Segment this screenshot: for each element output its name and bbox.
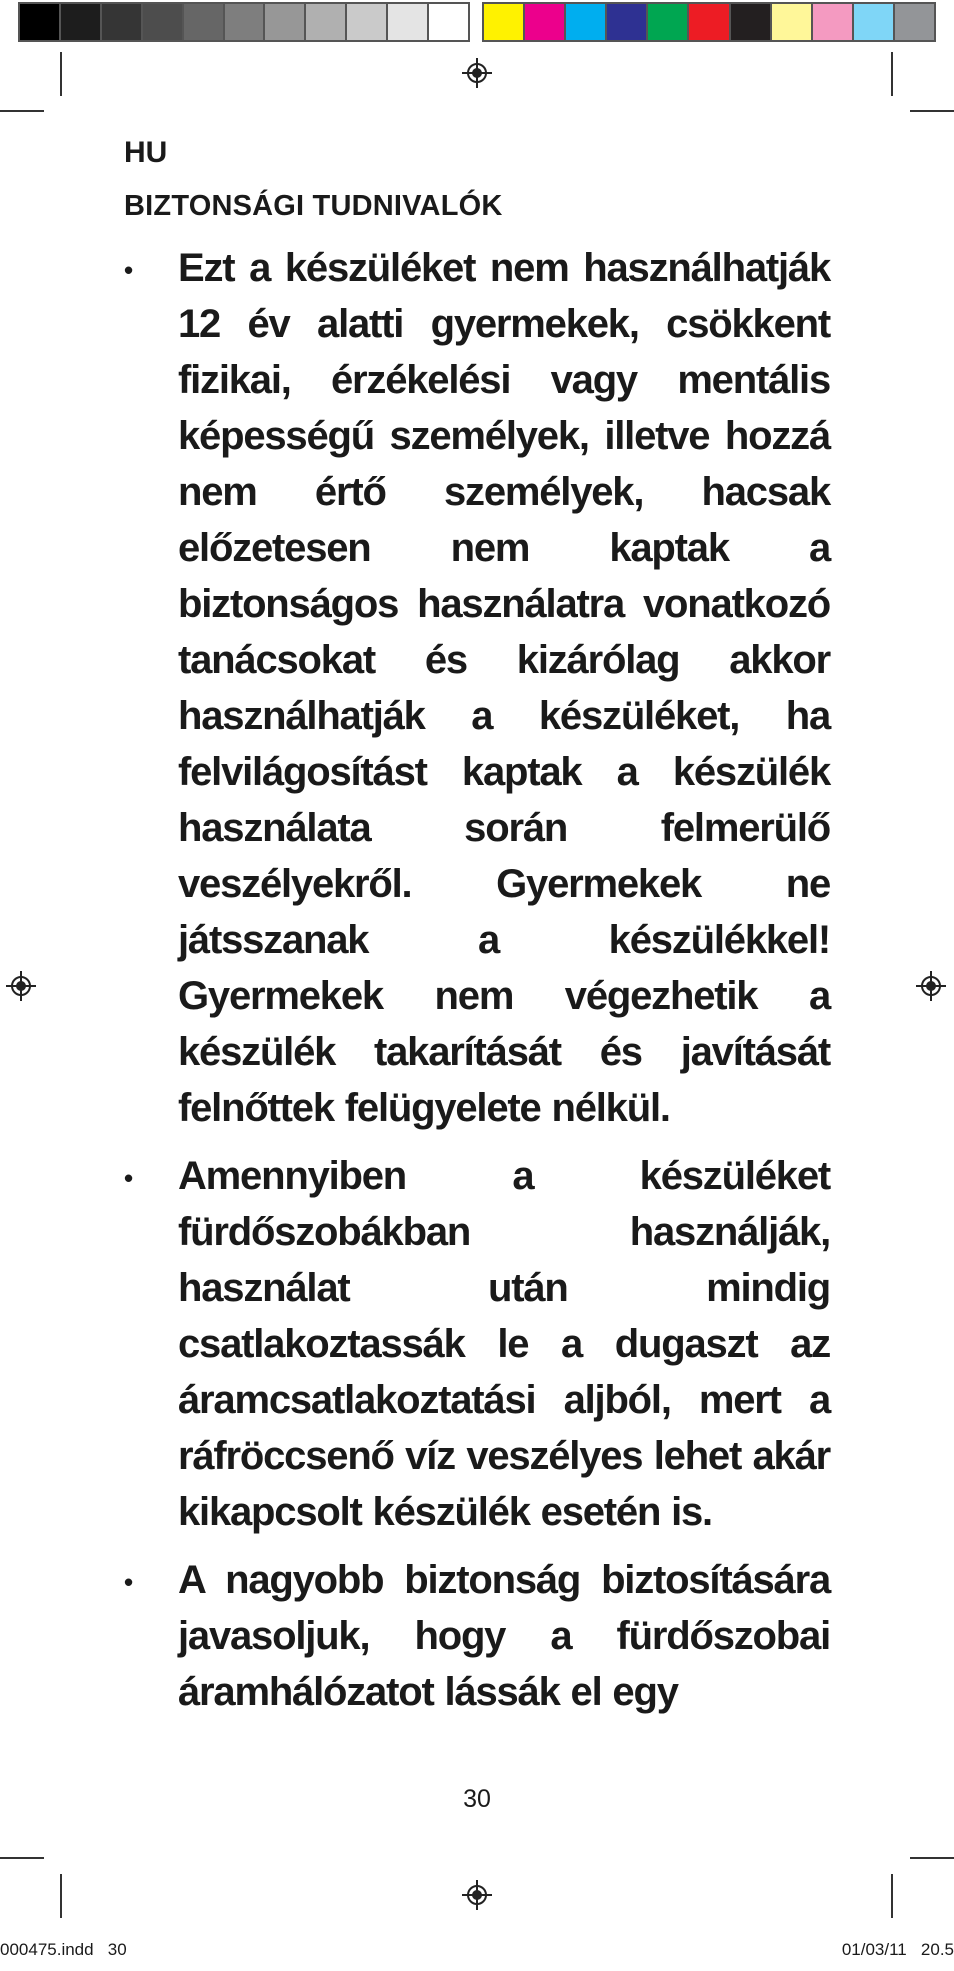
gray-swatch <box>429 4 468 40</box>
color-swatch <box>525 4 566 40</box>
color-swatch <box>484 4 525 40</box>
color-swatch <box>772 4 813 40</box>
crop-mark-left-top <box>0 110 44 112</box>
color-swatch <box>689 4 730 40</box>
crop-mark-bottom-right <box>891 1874 893 1918</box>
list-item <box>124 1552 830 1720</box>
safety-instructions-list <box>124 240 830 1732</box>
list-item <box>124 240 830 1136</box>
date-slug: 01/03/11 20.5 <box>841 1940 954 1959</box>
gray-swatch <box>388 4 429 40</box>
bullet-marker: • <box>124 255 134 285</box>
gray-swatch <box>102 4 143 40</box>
registration-mark-icon <box>916 971 946 1001</box>
bullet-marker: • <box>124 1163 134 1193</box>
section-title: BIZTONSÁGI TUDNIVALÓK <box>124 190 503 222</box>
registration-mark-icon <box>6 971 36 1001</box>
registration-mark-icon <box>462 58 492 88</box>
process-color-calibration-bar <box>482 2 936 42</box>
crop-mark-right-bottom <box>910 1857 954 1859</box>
language-code: HU <box>124 136 168 169</box>
crop-mark-right-top <box>910 110 954 112</box>
gray-swatch <box>306 4 347 40</box>
gray-swatch <box>143 4 184 40</box>
color-swatch <box>731 4 772 40</box>
list-item-text: Amennyiben a készüléket fürdőszobákban használják, használat után mindig csatlakoztassák le a dugaszt az áramcsatlakoztatási aljból, mert a ráfröccsenő víz veszélyes lehet akár kikapcsolt készülék esetén is. <box>178 1154 830 1534</box>
page-number: 30 <box>463 1785 491 1813</box>
crop-mark-left-bottom <box>0 1857 44 1859</box>
crop-mark-top-right <box>891 52 893 96</box>
gray-swatch <box>347 4 388 40</box>
gray-swatch <box>20 4 61 40</box>
gray-swatch <box>184 4 225 40</box>
list-item <box>124 1148 830 1540</box>
crop-mark-top-left <box>60 52 62 96</box>
color-swatch <box>648 4 689 40</box>
gray-swatch <box>225 4 266 40</box>
list-item-text: A nagyobb biztonság biztosítására javasoljuk, hogy a fürdőszobai áramhálózatot lássák el egy <box>178 1558 830 1714</box>
list-item-text: Ezt a készüléket nem használhatják 12 év alatti gyermekek, csökkent fizikai, érzékelési vagy mentális képességű személyek, illetve hozzá nem értő személyek, hacsak előzetesen nem kaptak a biztonságos használatra vonatkozó tanácsokat és kizárólag akkor használhatják a készüléket, ha felvilágosítást kaptak a készülék használata során felmerülő veszélyekről. Gyermekek ne játsszanak a készülékkel! Gyermekek nem végezhetik a készülék takarítását és javítását felnőttek felügyelete nélkül. <box>178 246 830 1130</box>
grayscale-calibration-bar <box>18 2 470 42</box>
color-swatch <box>566 4 607 40</box>
color-swatch <box>813 4 854 40</box>
color-swatch <box>607 4 648 40</box>
registration-mark-icon <box>462 1880 492 1910</box>
color-swatch <box>854 4 895 40</box>
file-slug: 000475.indd 30 <box>0 1940 127 1959</box>
gray-swatch <box>265 4 306 40</box>
bullet-marker: • <box>124 1567 134 1597</box>
crop-mark-bottom-left <box>60 1874 62 1918</box>
color-swatch <box>895 4 934 40</box>
gray-swatch <box>61 4 102 40</box>
